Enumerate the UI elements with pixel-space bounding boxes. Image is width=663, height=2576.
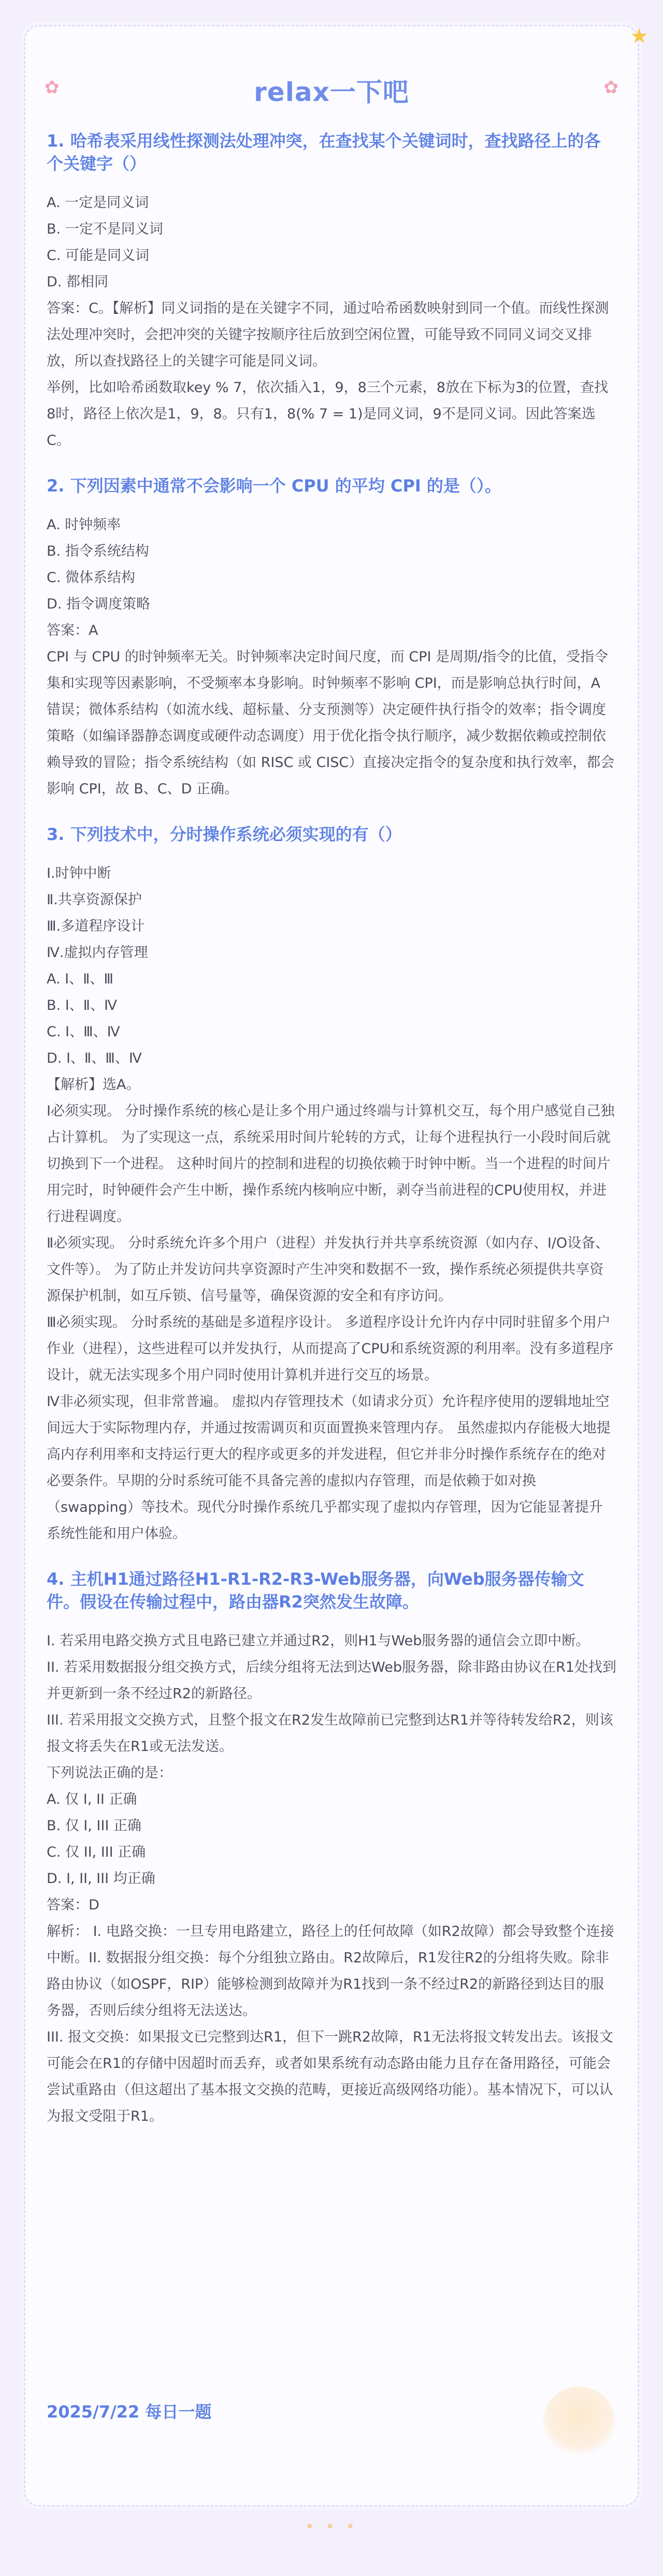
question-title: 4. 主机H1通过路径H1-R1-R2-R3-Web服务器，向Web服务器传输文件。假设在传输过程中，路由器R2突然发生故障。: [47, 1569, 584, 1612]
question-line: B. 仅 I, III 正确: [47, 1818, 141, 1834]
question-line: A. Ⅰ、Ⅱ、Ⅲ: [47, 971, 114, 987]
question-block: [47, 129, 616, 454]
question-line: C. Ⅰ、Ⅲ、Ⅳ: [47, 1024, 120, 1040]
question-line: Ⅳ非必须实现，但非常普遍。 虚拟内存管理技术（如请求分页）允许程序使用的逻辑地址空间远大于实际物理内存，并通过按需调页和页面置换来管理内存。 虽然虚拟内存能极大地提高内存利用率和支持运行更大的程序或更多的并发进程，但它并非分时操作系统存在的绝对必要条件。早期的分时系统可能不具备完善的虚拟内存管理，而是依赖于如对换（swapping）等技术。现代分时操作系统几乎都实现了虚拟内存管理，因为它能显著提升系统性能和用户体验。: [47, 1394, 611, 1542]
question-line: Ⅳ.虚拟内存管理: [47, 945, 148, 961]
question-line: Ⅰ.时钟中断: [47, 865, 111, 881]
question-line: 【解析】选A。: [47, 1077, 140, 1093]
question-block: [47, 474, 616, 802]
question-line: Ⅱ.共享资源保护: [47, 892, 142, 908]
question-line: A. 仅 I, II 正确: [47, 1791, 137, 1807]
sun-decoration: [543, 2386, 615, 2459]
question-line: B. Ⅰ、Ⅱ、Ⅳ: [47, 997, 117, 1014]
question-title: 2. 下列因素中通常不会影响一个 CPU 的平均 CPI 的是（）。: [47, 476, 501, 496]
question-line: A. 一定是同义词: [47, 195, 149, 211]
question-line: 答案：A: [47, 623, 98, 639]
question-line: D. Ⅰ、Ⅱ、Ⅲ、Ⅳ: [47, 1050, 142, 1066]
question-block: [47, 1568, 616, 2130]
question-line: C. 微体系结构: [47, 570, 136, 586]
question-line: D. I, II, III 均正确: [47, 1871, 155, 1887]
question-line: B. 指令系统结构: [47, 543, 149, 559]
question-line: 答案：D: [47, 1897, 99, 1913]
question-line: C. 仅 II, III 正确: [47, 1844, 146, 1860]
question-line: Ⅲ.多道程序设计: [47, 918, 145, 934]
question-line: 下列说法正确的是：: [47, 1765, 172, 1781]
question-line: II. 若采用数据报分组交换方式，后续分组将无法到达Web服务器，除非路由协议在R1处找到并更新到一条不经过R2的新路径。: [47, 1659, 616, 1702]
question-line: 解析： I. 电路交换：一旦专用电路建立，路径上的任何故障（如R2故障）都会导致整个连接中断。II. 数据报分组交换：每个分组独立路由。R2故障后，R1发往R2的分组将失败。除非路由协议（如OSPF，RIP）能够检测到故障并为R1找到一条不经过R2的新路径到达目的服务器，否则后续分组将无法送达。: [47, 1923, 614, 2019]
question-title: 3. 下列技术中，分时操作系统必须实现的有（）: [47, 824, 402, 844]
question-line: I. 若采用电路交换方式且电路已建立并通过R2，则H1与Web服务器的通信会立即中断。: [47, 1633, 590, 1649]
bottom-dots: • • •: [305, 2518, 358, 2536]
flower-icon-right: ✿: [603, 77, 618, 98]
star-icon: ★: [630, 24, 648, 48]
question-line: 答案：C。【解析】同义词指的是在关键字不同，通过哈希函数映射到同一个值。而线性探测法处理冲突时，会把冲突的关键字按顺序往后放到空闲位置，可能导致不同同义词交叉排放，所以查找路径上的关键字可能是同义词。: [47, 300, 609, 369]
question-line: D. 指令调度策略: [47, 596, 150, 612]
question-line: III. 若采用报文交换方式，且整个报文在R2发生故障前已完整到达R1并等待转发给R2，则该报文将丢失在R1或无法发送。: [47, 1712, 613, 1755]
question-line: D. 都相同: [47, 274, 108, 290]
question-line: CPI 与 CPU 的时钟频率无关。时钟频率决定时间尺度，而 CPI 是周期/指令的比值，受指令集和实现等因素影响，不受频率本身影响。时钟频率不影响 CPI，而是影响总执行时间，A 错误；微体系结构（如流水线、超标量、分支预测等）决定硬件执行指令的效率；指令调度策略（如编译器静态调度或硬件动态调度）用于优化指令执行顺序，减少数据依赖或控制依赖导致的冒险；指令系统结构（如 RISC 或 CISC）直接决定指令的复杂度和执行效率，都会影响 CPI，故 B、C、D 正确。: [47, 649, 615, 797]
question-line: 举例，比如哈希函数取key % 7，依次插入1，9，8三个元素，8放在下标为3的位置，查找8时，路径上依次是1，9，8。只有1，8(% 7 = 1)是同义词，9不是同义词。因此答案选C。: [47, 380, 609, 448]
question-line: III. 报文交换：如果报文已完整到达R1，但下一跳R2故障，R1无法将报文转发出去。该报文可能会在R1的存储中因超时而丢弃，或者如果系统有动态路由能力且存在备用路径，可能会尝试重路由（但这超出了基本报文交换的范畴，更接近高级网络功能）。基本情况下，可以认为报文受阻于R1。: [47, 2029, 613, 2124]
question-line: B. 一定不是同义词: [47, 221, 163, 237]
question-line: Ⅰ必须实现。 分时操作系统的核心是让多个用户通过终端与计算机交互，每个用户感觉自己独占计算机。 为了实现这一点，系统采用时间片轮转的方式，让每个进程执行一小段时间后就切换到下一个进程。 这种时间片的控制和进程的切换依赖于时钟中断。当一个进程的时间片用完时，时钟硬件会产生中断，操作系统内核响应中断，剥夺当前进程的CPU使用权，并进行进程调度。: [47, 1103, 615, 1225]
page-title: relax一下吧: [254, 77, 409, 107]
question-line: C. 可能是同义词: [47, 248, 150, 264]
question-block: [47, 823, 616, 1547]
question-list: [47, 129, 616, 2150]
question-line: Ⅲ必须实现。 分时系统的基础是多道程序设计。 多道程序设计允许内存中同时驻留多个用户作业（进程），这些进程可以并发执行，从而提高了CPU和系统资源的利用率。没有多道程序设计，就无法实现多个用户同时使用计算机并进行交互的场景。: [47, 1314, 614, 1383]
footer-date: 2025/7/22 每日一题: [47, 2402, 212, 2422]
question-title: 1. 哈希表采用线性探测法处理冲突，在查找某个关键词时，查找路径上的各个关键字（）: [47, 131, 601, 173]
question-line: Ⅱ必须实现。 分时系统允许多个用户（进程）并发执行并共享系统资源（如内存、I/O设备、文件等）。 为了防止并发访问共享资源时产生冲突和数据不一致，操作系统必须提供共享资源保护机制，如互斥锁、信号量等，确保资源的安全和有序访问。: [47, 1235, 610, 1304]
flower-icon-left: ✿: [45, 77, 60, 98]
question-line: A. 时钟频率: [47, 517, 121, 533]
